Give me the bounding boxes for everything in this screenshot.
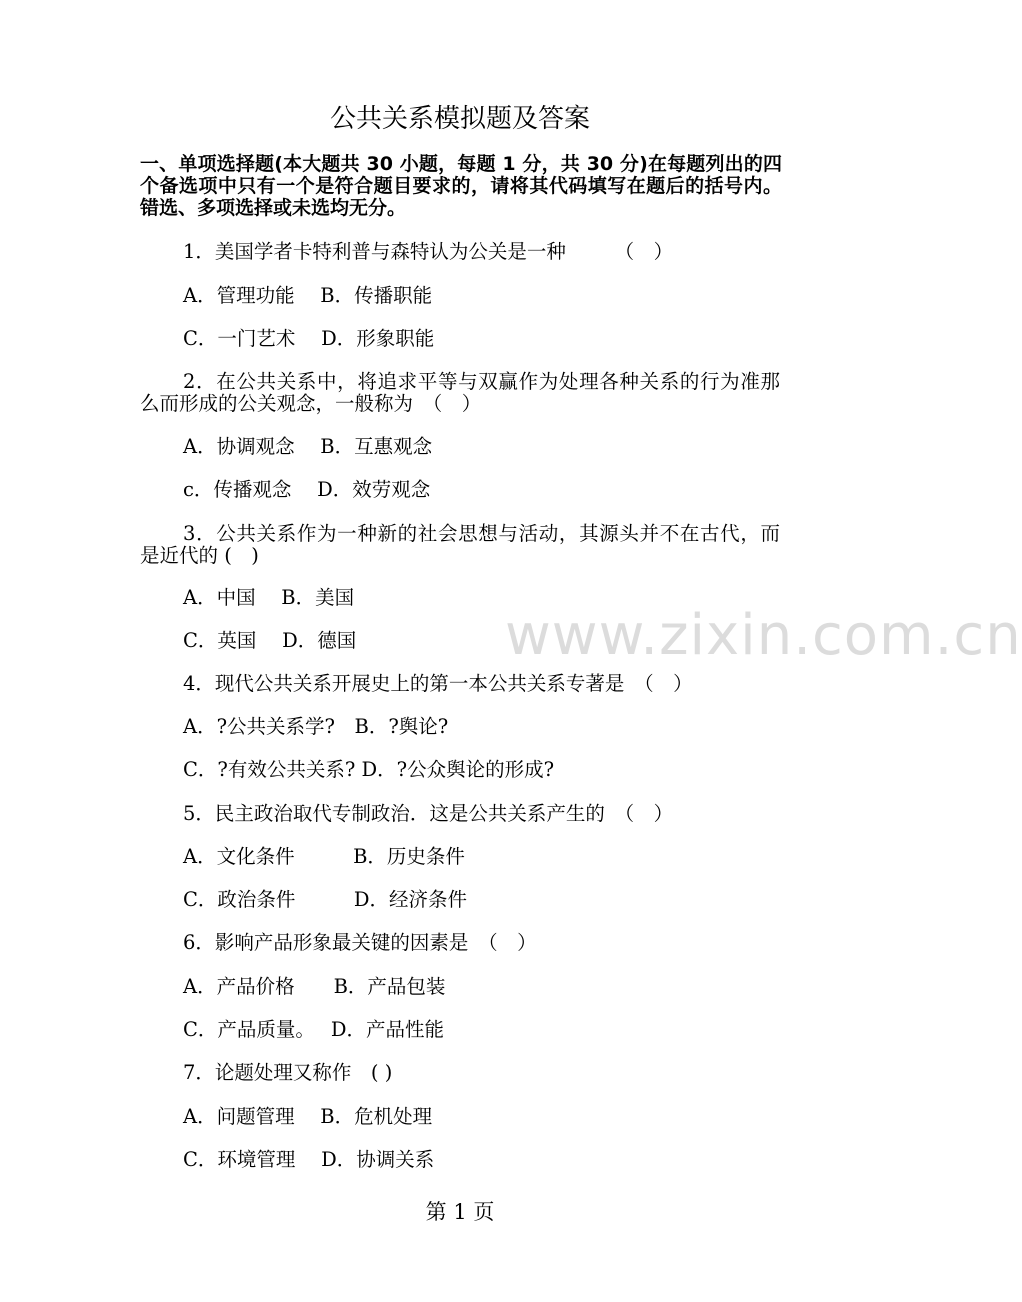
- question-stem: 7．论题处理又称作 ( ): [183, 1061, 393, 1084]
- question-options: C．环境管理 D．协调关系: [183, 1148, 435, 1171]
- question-options: C．政治条件 D．经济条件: [183, 888, 468, 911]
- page-number: 第 1 页: [425, 1200, 495, 1224]
- question-options: A．管理功能 B．传播职能: [183, 284, 433, 307]
- question-stem: 5．民主政治取代专制政治．这是公共关系产生的 （ ）: [183, 802, 674, 825]
- document-title: 公共关系模拟题及答案: [329, 104, 590, 134]
- question-stem: 4．现代公共关系开展史上的第一本公共关系专著是 （ ）: [183, 672, 693, 695]
- question-stem: 6．影响产品形象最关键的因素是 （ ）: [183, 931, 537, 954]
- question-options: c．传播观念 D．效劳观念: [183, 478, 431, 501]
- question-options: A．?公共关系学? B．?舆论?: [183, 715, 449, 738]
- question-stem: 3．公共关系作为一种新的社会思想与活动，其源头并不在古代，而是近代的 ( ): [140, 522, 780, 567]
- question-options: A．问题管理 B．危机处理: [183, 1105, 433, 1128]
- question-options: C．?有效公共关系? D．?公众舆论的形成?: [183, 758, 555, 781]
- question-options: A．产品价格 B．产品包装: [183, 975, 446, 998]
- question-options: C．一门艺术 D．形象职能: [183, 327, 435, 350]
- watermark: www.zixin.com.cn: [505, 603, 1022, 668]
- section-instructions: 一、单项选择题(本大题共 30 小题，每题 1 分，共 30 分)在每题列出的四个备选项中只有一个是符合题目要求的，请将其代码填写在题后的括号内。错选、多项选择或未选均无分。: [140, 153, 782, 219]
- question-options: C．英国 D．德国: [183, 629, 357, 652]
- question-options: A．协调观念 B．互惠观念: [183, 435, 433, 458]
- question-stem: 1．美国学者卡特利普与森特认为公关是一种 （ ）: [183, 240, 674, 263]
- question-options: A．文化条件 B．历史条件: [183, 845, 465, 868]
- question-stem: 2．在公共关系中，将追求平等与双赢作为处理各种关系的行为准那么而形成的公关观念，一般称为 （ ）: [140, 370, 780, 415]
- question-options: A．中国 B．美国: [183, 586, 355, 609]
- question-options: C．产品质量。 D．产品性能: [183, 1018, 445, 1041]
